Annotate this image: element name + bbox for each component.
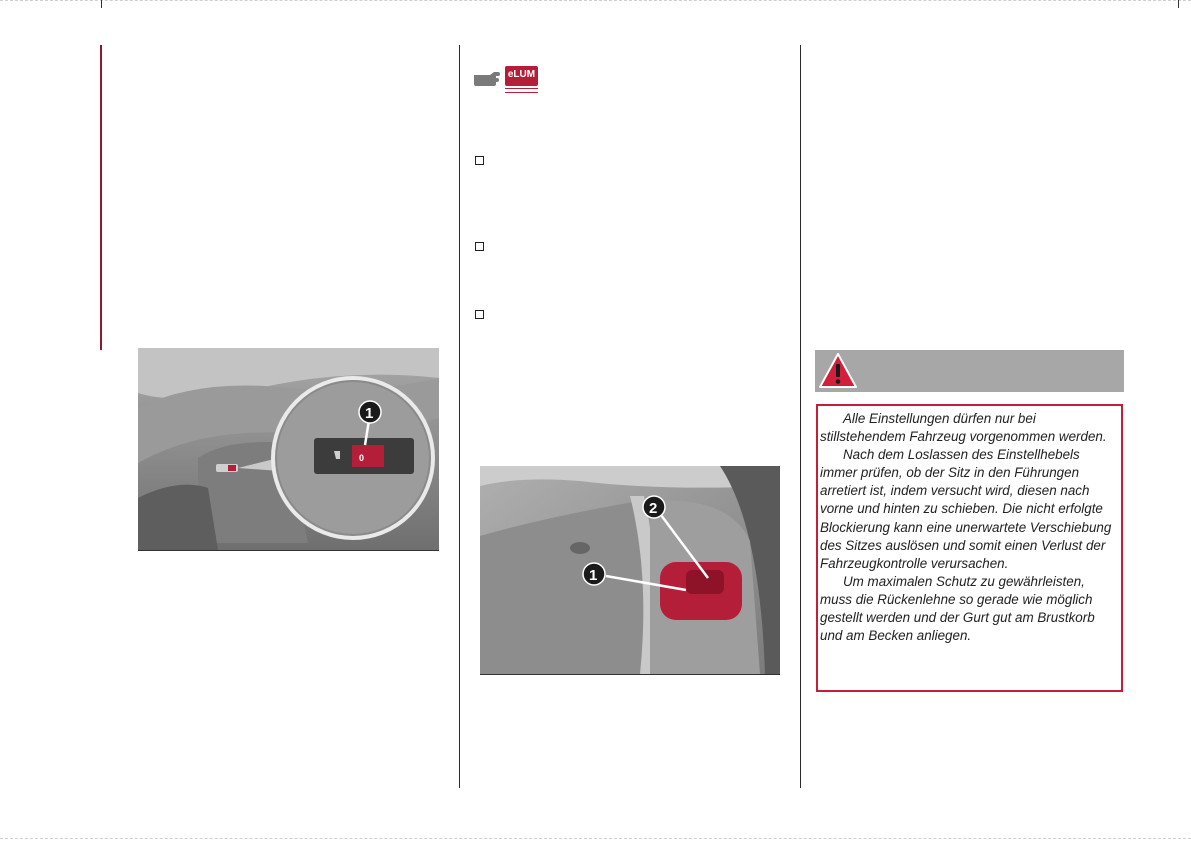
warning-header [815, 350, 1124, 392]
bottom-trim-line [0, 838, 1191, 839]
elum-badge-icon [505, 66, 538, 86]
callout-1: 1 [365, 405, 374, 422]
elum-badge-label: eLUM [507, 69, 536, 80]
switch-mark: 0 [359, 453, 365, 463]
checkbox-icon [475, 242, 484, 251]
column-divider [800, 45, 801, 788]
callout-2: 2 [649, 500, 658, 517]
crop-mark [1178, 0, 1179, 8]
figure-bottom-rule [480, 674, 780, 675]
warning-box [816, 404, 1123, 692]
top-trim-line [0, 0, 1191, 1]
section-marker-bar [100, 45, 102, 350]
column-divider [459, 45, 460, 788]
elum-reference [472, 66, 540, 94]
warning-paragraph: Alle Einstellungen dürfen nur bei stillstehendem Fahrzeug vorgenommen werden. [820, 411, 1107, 445]
checkbox-icon [475, 156, 484, 165]
warning-paragraph: Um maximalen Schutz zu gewährleisten, muss die Rückenlehne so gerade wie möglich gestellt werden und der Gurt gut am Brustkorb und am Becken anliegen. [820, 573, 1095, 644]
badge-underline [505, 88, 538, 93]
seat-back-release-figure [480, 466, 780, 674]
figure-bottom-rule [138, 550, 439, 551]
callout-1: 1 [589, 567, 598, 584]
checkbox-icon [475, 310, 484, 319]
warning-triangle-icon [818, 351, 858, 391]
warning-paragraph: Nach dem Loslassen des Einstellhebels immer prüfen, ob der Sitz in den Führungen arretiert ist, indem versucht wird, diesen nach vorne und hinten zu schieben. Die nicht erfolgte Blockierung kann eine unerwartete Verschiebung des Sitzes auslösen und somit einen Verlust der Fahrzeugkontrolle verursachen. [820, 447, 1112, 571]
seat-lever-figure [138, 348, 439, 550]
crop-mark [101, 0, 102, 8]
